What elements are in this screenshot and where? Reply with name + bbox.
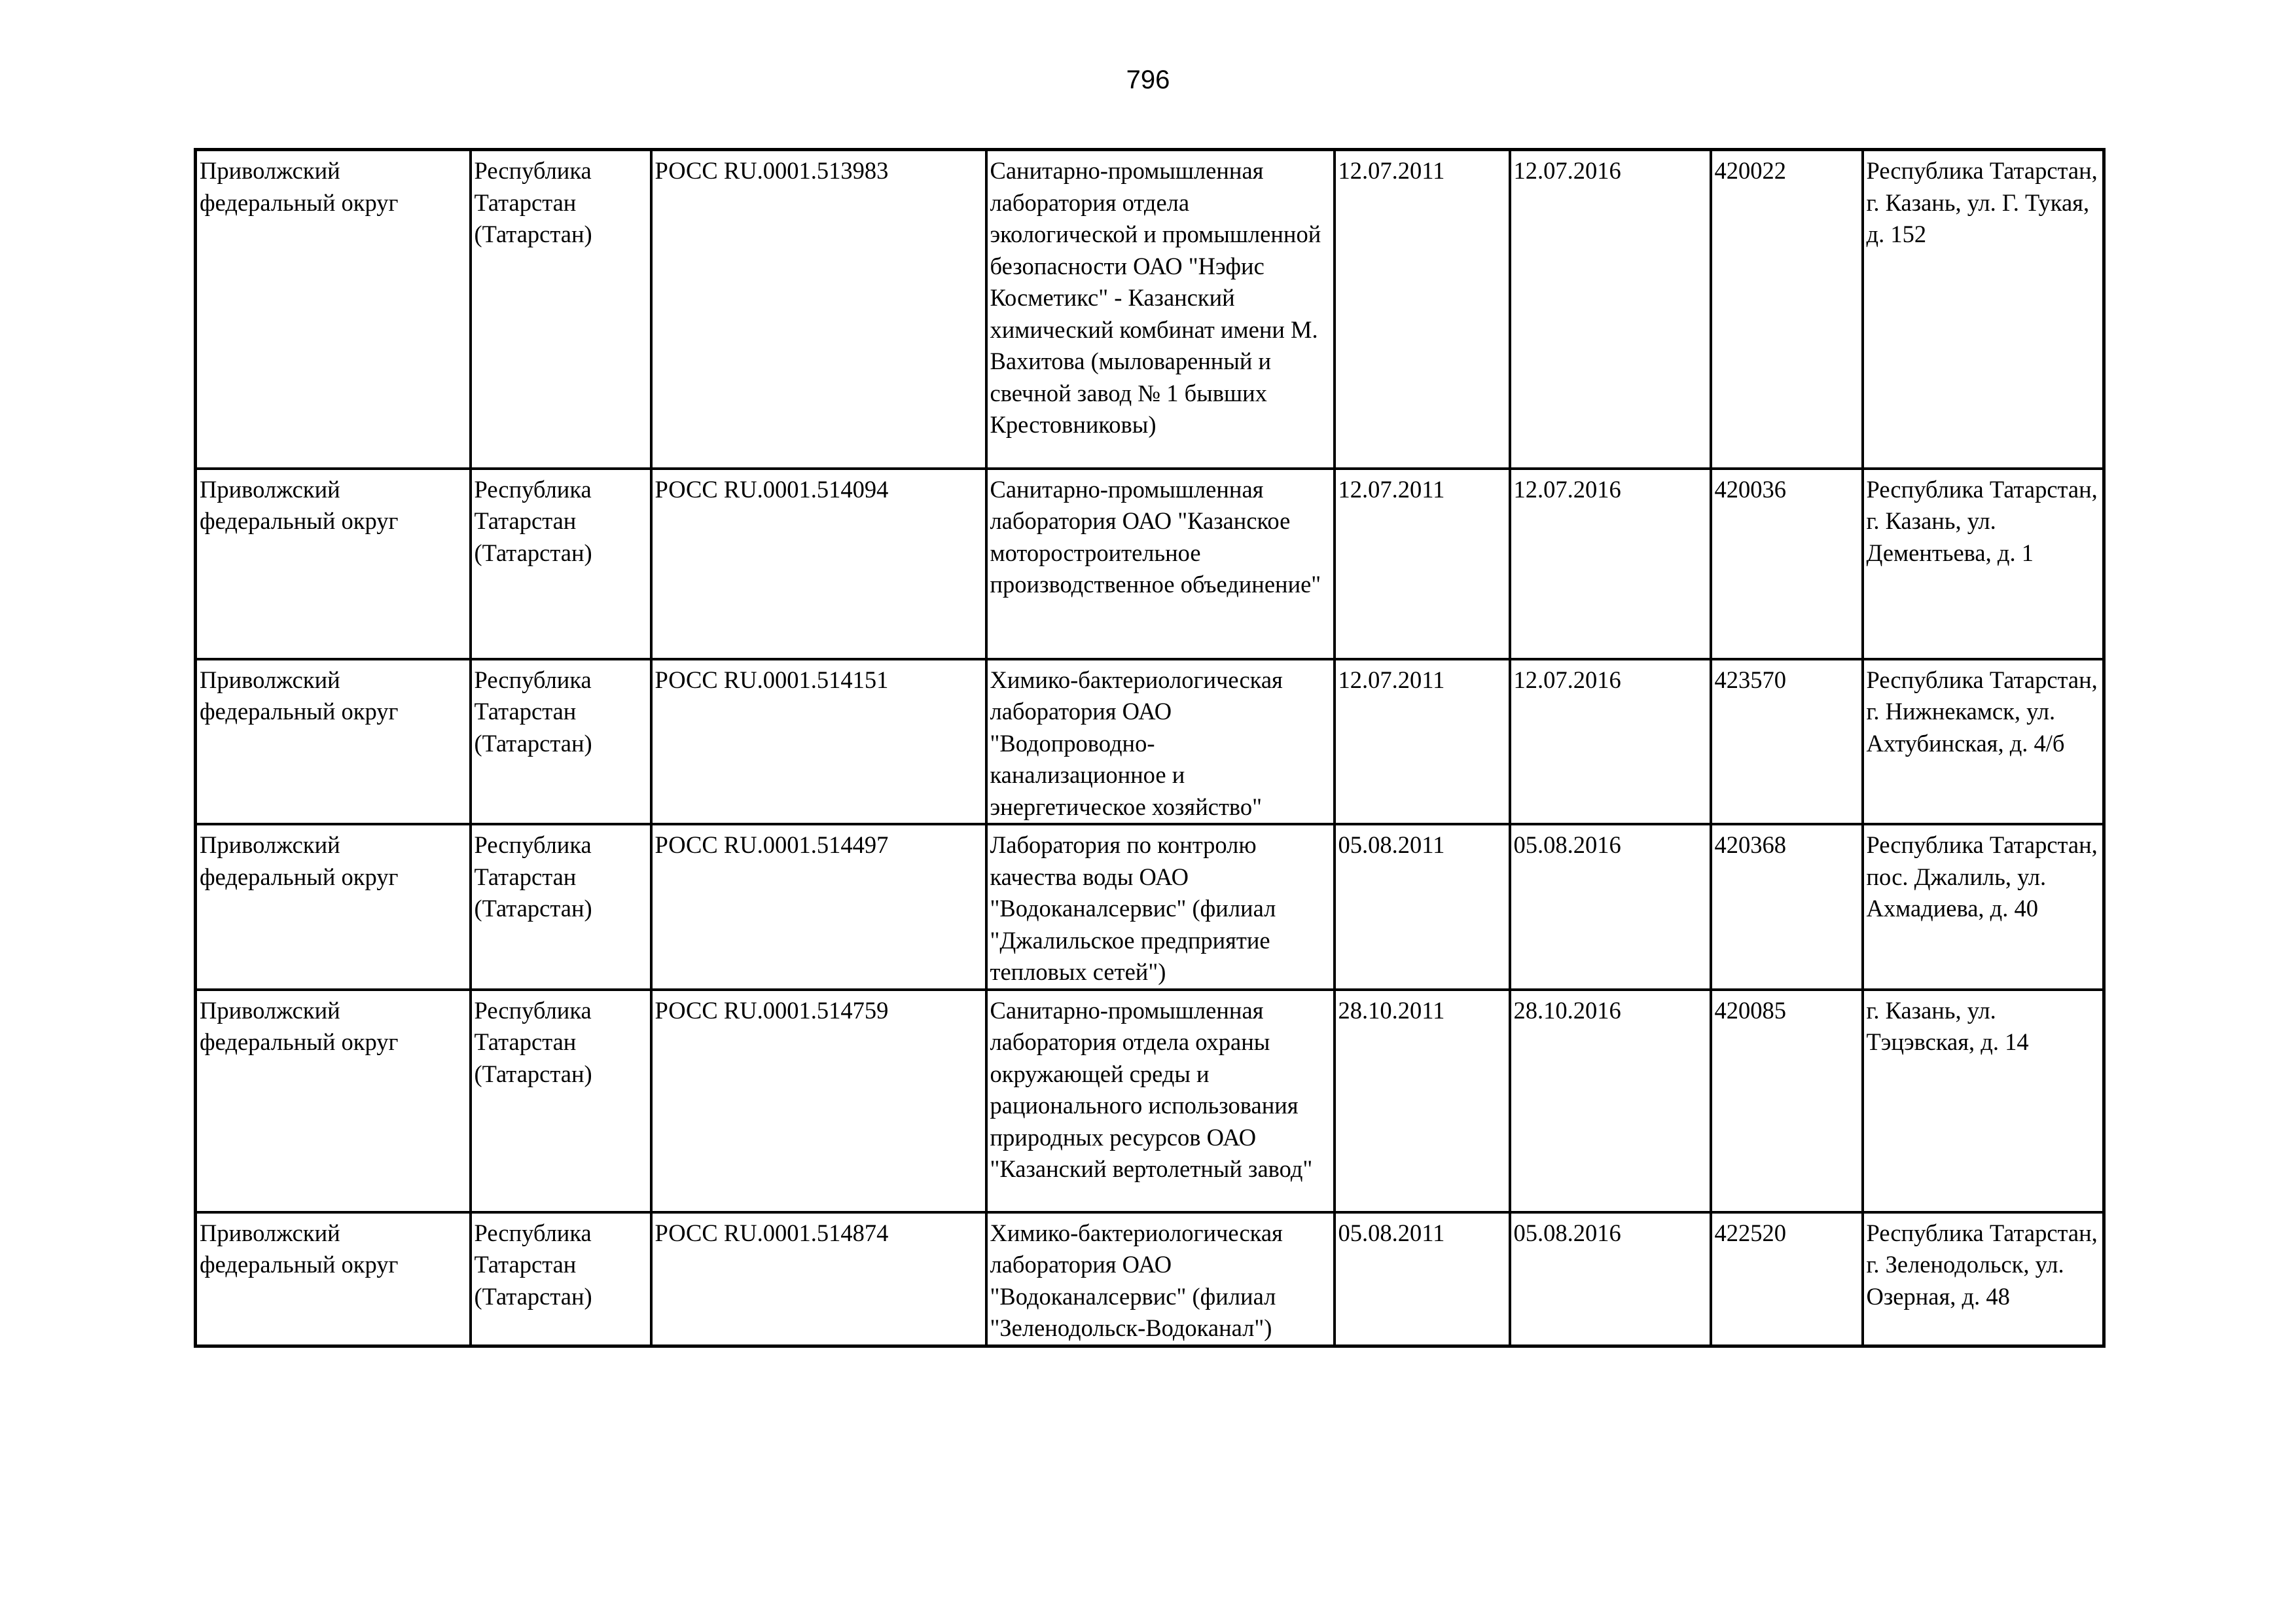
page-number: 796 <box>1126 65 1170 94</box>
table-row <box>196 990 2104 1212</box>
table-row <box>196 1212 2104 1346</box>
postcode-cell: 420368 <box>1711 824 1863 990</box>
laboratory-cell: Химико-бактериологическая лаборатория ОАО "Водоканалсервис" (филиал "Зеленодольск-Водоканал") <box>986 1212 1335 1346</box>
date-to-cell: 05.08.2016 <box>1510 824 1711 990</box>
date-from-cell: 12.07.2011 <box>1335 659 1510 825</box>
certificate-cell: РОСС RU.0001.514497 <box>651 824 986 990</box>
postcode-cell: 422520 <box>1711 1212 1863 1346</box>
date-to-cell: 12.07.2016 <box>1510 469 1711 659</box>
address-cell: Республика Татарстан, г. Зеленодольск, ул. Озерная, д. 48 <box>1863 1212 2104 1346</box>
postcode-cell: 423570 <box>1711 659 1863 825</box>
table-row <box>196 824 2104 990</box>
district-cell: Приволжский федеральный округ <box>196 1212 471 1346</box>
date-from-cell: 12.07.2011 <box>1335 150 1510 469</box>
laboratory-cell: Лаборатория по контролю качества воды ОАО "Водоканалсервис" (филиал "Джалильское предприятие тепловых сетей") <box>986 824 1335 990</box>
date-from-cell: 05.08.2011 <box>1335 1212 1510 1346</box>
date-from-cell: 12.07.2011 <box>1335 469 1510 659</box>
date-to-cell: 05.08.2016 <box>1510 1212 1711 1346</box>
date-to-cell: 28.10.2016 <box>1510 990 1711 1212</box>
district-cell: Приволжский федеральный округ <box>196 469 471 659</box>
address-cell: г. Казань, ул. Тэцэвская, д. 14 <box>1863 990 2104 1212</box>
address-cell: Республика Татарстан, г. Казань, ул. Дементьева, д. 1 <box>1863 469 2104 659</box>
region-cell: Республика Татарстан (Татарстан) <box>471 1212 651 1346</box>
postcode-cell: 420036 <box>1711 469 1863 659</box>
region-cell: Республика Татарстан (Татарстан) <box>471 150 651 469</box>
region-cell: Республика Татарстан (Татарстан) <box>471 659 651 825</box>
district-cell: Приволжский федеральный округ <box>196 659 471 825</box>
certificate-cell: РОСС RU.0001.514151 <box>651 659 986 825</box>
postcode-cell: 420085 <box>1711 990 1863 1212</box>
certificate-cell: РОСС RU.0001.514874 <box>651 1212 986 1346</box>
postcode-cell: 420022 <box>1711 150 1863 469</box>
date-from-cell: 05.08.2011 <box>1335 824 1510 990</box>
date-to-cell: 12.07.2016 <box>1510 659 1711 825</box>
region-cell: Республика Татарстан (Татарстан) <box>471 990 651 1212</box>
certificate-cell: РОСС RU.0001.514759 <box>651 990 986 1212</box>
certificate-cell: РОСС RU.0001.514094 <box>651 469 986 659</box>
table-row <box>196 150 2104 469</box>
registry-table <box>194 148 2106 1348</box>
district-cell: Приволжский федеральный округ <box>196 824 471 990</box>
laboratory-cell: Химико-бактериологическая лаборатория ОАО "Водопроводно-канализационное и энергетическое хозяйство" <box>986 659 1335 825</box>
table-row <box>196 659 2104 825</box>
region-cell: Республика Татарстан (Татарстан) <box>471 469 651 659</box>
date-to-cell: 12.07.2016 <box>1510 150 1711 469</box>
region-cell: Республика Татарстан (Татарстан) <box>471 824 651 990</box>
certificate-cell: РОСС RU.0001.513983 <box>651 150 986 469</box>
table-row <box>196 469 2104 659</box>
laboratory-cell: Санитарно-промышленная лаборатория отдела охраны окружающей среды и рационального использования природных ресурсов ОАО "Казанский вертолетный завод" <box>986 990 1335 1212</box>
laboratory-cell: Санитарно-промышленная лаборатория отдела экологической и промышленной безопасности ОАО "Нэфис Косметикс" - Казанский химический комбинат имени М. Вахитова (мыловаренный и свечной завод № 1 бывших Крестовниковы) <box>986 150 1335 469</box>
district-cell: Приволжский федеральный округ <box>196 990 471 1212</box>
address-cell: Республика Татарстан, пос. Джалиль, ул. Ахмадиева, д. 40 <box>1863 824 2104 990</box>
address-cell: Республика Татарстан, г. Казань, ул. Г. Тукая, д. 152 <box>1863 150 2104 469</box>
district-cell: Приволжский федеральный округ <box>196 150 471 469</box>
laboratory-cell: Санитарно-промышленная лаборатория ОАО "Казанское моторостроительное производственное объединение" <box>986 469 1335 659</box>
date-from-cell: 28.10.2011 <box>1335 990 1510 1212</box>
address-cell: Республика Татарстан, г. Нижнекамск, ул. Ахтубинская, д. 4/б <box>1863 659 2104 825</box>
